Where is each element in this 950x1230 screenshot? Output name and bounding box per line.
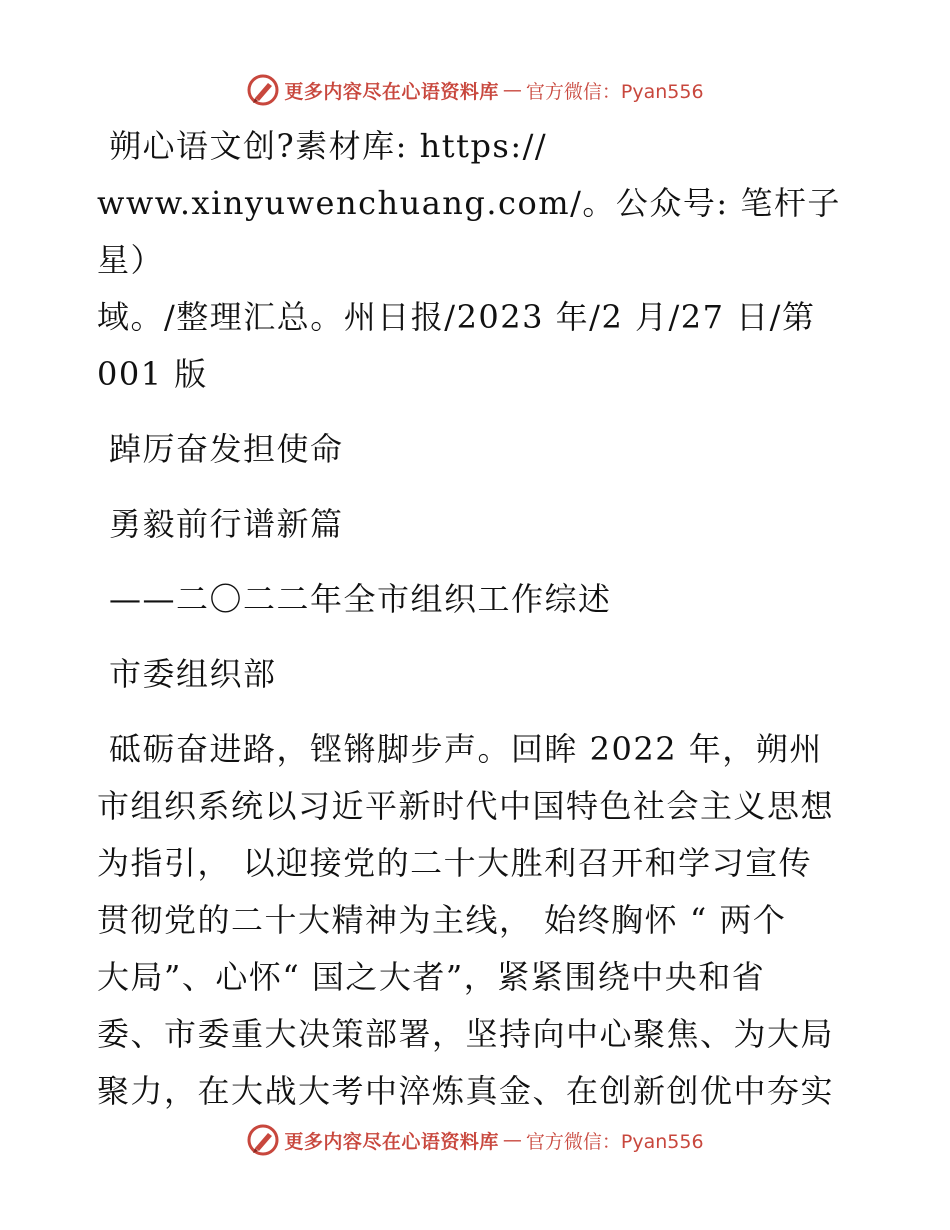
paragraph-line: 贯彻党的二十大精神为主线， 始终胸怀 “ 两个 — [97, 901, 787, 939]
article-title-line-2: 勇毅前行谱新篇 — [109, 505, 344, 543]
source-line: www.xinyuwenchuang.com/。公众号: 笔杆子星） — [97, 184, 841, 279]
header-banner-text: 更多内容尽在心语资料库 — [284, 80, 499, 103]
pen-logo-icon — [246, 1123, 280, 1157]
article-title-line-1: 踔厉奋发担使命 — [109, 430, 344, 468]
header-watermark-banner — [0, 70, 950, 110]
footer-banner-dash: — — [502, 1129, 522, 1151]
article-author: 市委组织部 — [109, 655, 277, 693]
header-banner-wechat: 官方微信：Pyan556 — [525, 80, 704, 103]
paragraph-line: 为指引， 以迎接党的二十大胜利召开和学习宣传 — [97, 844, 813, 882]
source-line: 朔心语文创?素材库: https:// — [109, 127, 548, 165]
paragraph-line: 委、市委重大决策部署，坚持向中心聚焦、为大局 — [97, 1015, 835, 1053]
source-line: 001 版 — [97, 355, 208, 393]
document-body — [97, 118, 857, 1120]
source-line: 域。/整理汇总。州日报/2023 年/2 月/27 日/第 — [97, 298, 816, 336]
footer-banner-wechat: 官方微信：Pyan556 — [525, 1130, 704, 1153]
article-subtitle: ——二〇二二年全市组织工作综述 — [109, 580, 612, 618]
footer-watermark-banner — [0, 1120, 950, 1160]
paragraph-line: 聚力，在大战大考中淬炼真金、在创新创优中夯实 — [97, 1072, 835, 1110]
paragraph-line: 市组织系统以习近平新时代中国特色社会主义思想 — [97, 787, 835, 825]
footer-banner-text: 更多内容尽在心语资料库 — [284, 1130, 499, 1153]
header-banner-dash: — — [502, 79, 522, 101]
paragraph-line: 砥砺奋进路，铿锵脚步声。回眸 2022 年，朔州 — [109, 730, 823, 768]
pen-logo-icon — [246, 73, 280, 107]
paragraph-line: 大局”、心怀“ 国之大者”，紧紧围绕中央和省 — [97, 958, 766, 996]
